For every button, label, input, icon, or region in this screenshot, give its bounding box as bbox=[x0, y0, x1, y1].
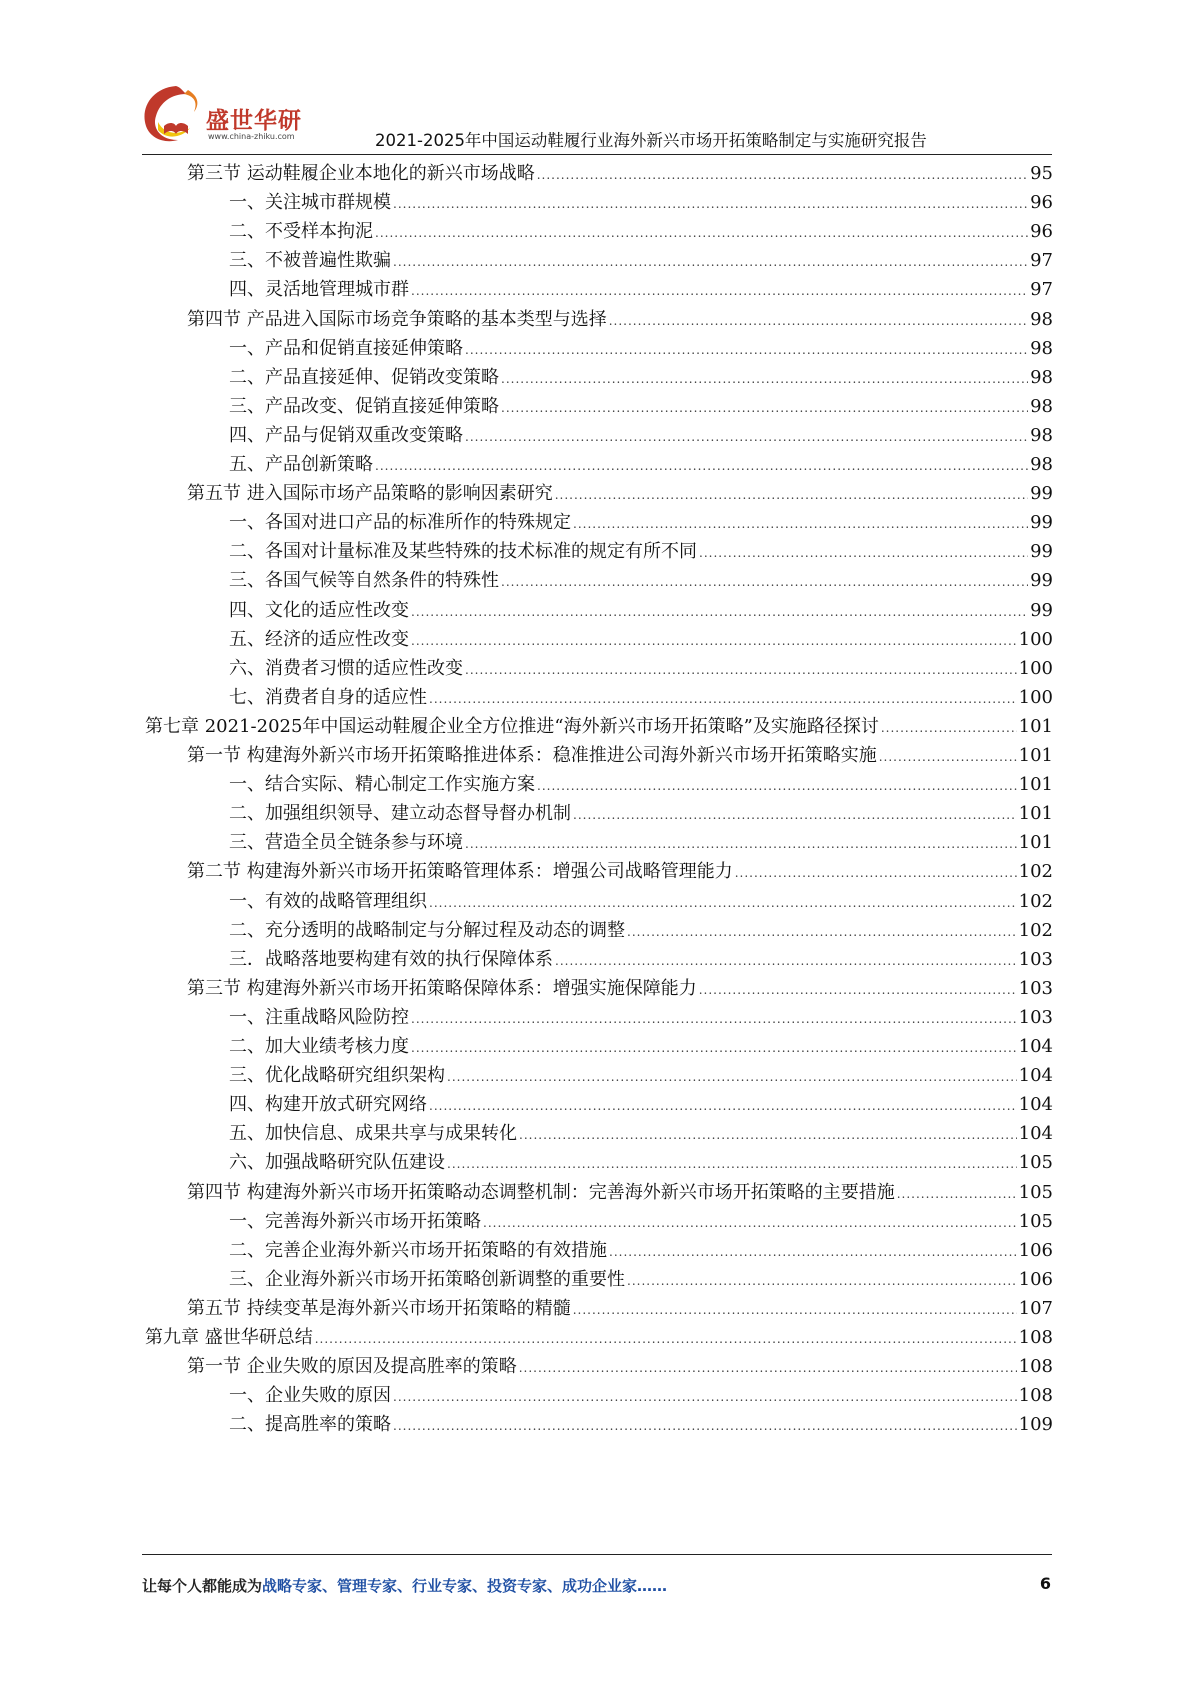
toc-entry-page: 106 bbox=[1018, 1239, 1053, 1261]
toc-entry-label: 五、经济的适应性改变 bbox=[229, 628, 409, 650]
toc-entry[interactable] bbox=[229, 507, 1053, 538]
toc-entry-label: 一、产品和促销直接延伸策略 bbox=[229, 337, 463, 359]
toc-entry-label: 一、各国对进口产品的标准所作的特殊规定 bbox=[229, 512, 571, 534]
toc-entry-page: 102 bbox=[1018, 919, 1053, 941]
toc-entry-page: 99 bbox=[1030, 541, 1053, 563]
toc-entry-page: 102 bbox=[1018, 861, 1053, 883]
toc-entry-label: 二、加大业绩考核力度 bbox=[229, 1036, 409, 1057]
toc-entry-label: 第一节 构建海外新兴市场开拓策略推进体系：稳准推进公司海外新兴市场开拓策略实施 bbox=[187, 745, 877, 766]
toc-entry-label: 第三节 运动鞋履企业本地化的新兴市场战略 bbox=[187, 163, 535, 184]
toc-entry-page: 104 bbox=[1018, 1094, 1053, 1116]
header-divider bbox=[142, 154, 1052, 155]
toc-entry[interactable] bbox=[229, 682, 1053, 713]
toc-entry-label: 二、产品直接延伸、促销改变策略 bbox=[229, 366, 499, 388]
toc-entry-page: 101 bbox=[1018, 774, 1053, 796]
logo-url: www.china-zhiku.com bbox=[208, 132, 295, 141]
toc-entry-page: 98 bbox=[1030, 424, 1053, 446]
toc-entry[interactable] bbox=[229, 1380, 1053, 1411]
toc-entry-label: 二、完善企业海外新兴市场开拓策略的有效措施 bbox=[229, 1239, 607, 1261]
toc-entry-page: 99 bbox=[1030, 599, 1053, 621]
toc-entry[interactable] bbox=[229, 274, 1053, 305]
toc-entry-label: 第七章 2021-2025年中国运动鞋履企业全方位推进“海外新兴市场开拓策略”及实施路径探讨 bbox=[145, 715, 879, 737]
toc-entry-label: 五、加快信息、成果共享与成果转化 bbox=[229, 1123, 517, 1145]
toc-entry-label: 一、注重战略风险防控 bbox=[229, 1006, 409, 1028]
toc-entry[interactable] bbox=[187, 1351, 1053, 1382]
toc-entry-page: 97 bbox=[1030, 250, 1053, 272]
toc-entry-label: 四、文化的适应性改变 bbox=[229, 599, 409, 621]
toc-entry-label: 七、消费者自身的适应性 bbox=[229, 686, 427, 708]
toc-entry[interactable] bbox=[229, 1206, 1053, 1237]
toc-entry-page: 105 bbox=[1018, 1210, 1053, 1232]
toc-entry-page: 100 bbox=[1018, 686, 1053, 708]
toc-entry-page: 99 bbox=[1030, 483, 1053, 505]
toc-entry-label: 三、营造全员全链条参与环境 bbox=[229, 832, 463, 854]
toc-entry-label: 第四节 构建海外新兴市场开拓策略动态调整机制：完善海外新兴市场开拓策略的主要措施 bbox=[187, 1181, 895, 1203]
toc-entry-page: 106 bbox=[1018, 1268, 1053, 1290]
toc-entry[interactable] bbox=[229, 420, 1053, 451]
toc-entry-label: 第一节 企业失败的原因及提高胜率的策略 bbox=[187, 1356, 517, 1378]
toc-entry-label: 四、灵活地管理城市群 bbox=[229, 279, 409, 301]
toc-entry-page: 104 bbox=[1018, 1036, 1053, 1057]
toc-entry-page: 98 bbox=[1030, 454, 1053, 475]
toc-entry[interactable] bbox=[229, 624, 1053, 655]
toc-entry-page: 99 bbox=[1030, 512, 1053, 534]
toc-entry-page: 101 bbox=[1018, 832, 1053, 854]
tagline-roles: 战略专家、管理专家、行业专家、投资专家、成功企业家…… bbox=[262, 1577, 668, 1595]
toc-entry-page: 95 bbox=[1030, 163, 1053, 184]
toc-entry-label: 二、各国对计量标准及某些特殊的技术标准的规定有所不同 bbox=[229, 541, 697, 563]
toc-entry[interactable] bbox=[229, 216, 1053, 247]
company-logo bbox=[138, 82, 308, 152]
toc-entry-page: 108 bbox=[1018, 1327, 1053, 1348]
toc-entry[interactable] bbox=[187, 973, 1053, 1004]
toc-entry-label: 一、结合实际、精心制定工作实施方案 bbox=[229, 774, 535, 796]
tagline-prefix: 让每个人都能成为 bbox=[142, 1577, 263, 1595]
toc-entry-label: 六、加强战略研究队伍建设 bbox=[229, 1152, 445, 1174]
toc-entry[interactable] bbox=[229, 362, 1053, 393]
footer-tagline bbox=[142, 1575, 667, 1596]
page-number: 6 bbox=[1039, 1574, 1051, 1593]
toc-entry-label: 五、产品创新策略 bbox=[229, 454, 373, 475]
toc-entry[interactable] bbox=[229, 827, 1053, 858]
toc-entry[interactable] bbox=[229, 449, 1053, 480]
toc-entry[interactable] bbox=[145, 711, 1053, 742]
toc-entry-label: 三、优化战略研究组织架构 bbox=[229, 1065, 445, 1087]
toc-entry-page: 99 bbox=[1030, 570, 1053, 592]
toc-entry-label: 二、加强组织领导、建立动态督导督办机制 bbox=[229, 803, 571, 825]
toc-entry-page: 105 bbox=[1018, 1152, 1053, 1174]
toc-entry[interactable] bbox=[187, 478, 1053, 509]
toc-entry[interactable] bbox=[229, 536, 1053, 567]
toc-entry-label: 六、消费者习惯的适应性改变 bbox=[229, 657, 463, 679]
toc-entry-label: 二、提高胜率的策略 bbox=[229, 1414, 391, 1436]
toc-entry-page: 98 bbox=[1030, 395, 1053, 417]
toc-entry-page: 104 bbox=[1018, 1065, 1053, 1087]
toc-entry[interactable] bbox=[229, 595, 1053, 626]
toc-entry-page: 103 bbox=[1018, 1006, 1053, 1028]
toc-entry-page: 107 bbox=[1018, 1297, 1053, 1319]
toc-entry-page: 98 bbox=[1030, 366, 1053, 388]
toc-entry[interactable] bbox=[229, 1264, 1053, 1295]
toc-entry[interactable] bbox=[229, 1089, 1053, 1120]
toc-entry-page: 103 bbox=[1018, 948, 1053, 970]
toc-entry-page: 104 bbox=[1018, 1123, 1053, 1145]
toc-entry-page: 105 bbox=[1018, 1181, 1053, 1203]
toc-entry[interactable] bbox=[187, 856, 1053, 887]
toc-entry[interactable] bbox=[229, 1002, 1053, 1033]
report-title: 2021-2025年中国运动鞋履行业海外新兴市场开拓策略制定与实施研究报告 bbox=[375, 131, 927, 150]
toc-entry-page: 98 bbox=[1030, 337, 1053, 359]
toc-entry-label: 三、企业海外新兴市场开拓策略创新调整的重要性 bbox=[229, 1268, 625, 1290]
toc-entry-page: 100 bbox=[1018, 628, 1053, 650]
toc-entry-label: 第五节 进入国际市场产品策略的影响因素研究 bbox=[187, 483, 553, 505]
toc-entry-label: 一、完善海外新兴市场开拓策略 bbox=[229, 1210, 481, 1232]
toc-entry-label: 第四节 产品进入国际市场竞争策略的基本类型与选择 bbox=[187, 308, 607, 330]
toc-entry-page: 96 bbox=[1030, 221, 1053, 243]
toc-entry-label: 二、不受样本拘泥 bbox=[229, 221, 373, 243]
toc-entry-label: 第五节 持续变革是海外新兴市场开拓策略的精髓 bbox=[187, 1297, 571, 1319]
toc-entry[interactable] bbox=[229, 769, 1053, 800]
toc-entry-label: 三、各国气候等自然条件的特殊性 bbox=[229, 570, 499, 592]
toc-entry-page: 101 bbox=[1018, 745, 1053, 766]
toc-entry-page: 101 bbox=[1018, 715, 1053, 737]
toc-entry[interactable] bbox=[229, 1147, 1053, 1178]
toc-entry-label: 三．战略落地要构建有效的执行保障体系 bbox=[229, 948, 553, 970]
toc-entry-page: 108 bbox=[1018, 1356, 1053, 1378]
toc-dot-leader bbox=[393, 1411, 1017, 1442]
toc-entry-label: 第三节 构建海外新兴市场开拓策略保障体系：增强实施保障能力 bbox=[187, 977, 697, 999]
logo-name: 盛世华研 bbox=[206, 108, 302, 134]
toc-entry[interactable] bbox=[229, 187, 1053, 218]
toc-entry-page: 103 bbox=[1018, 977, 1053, 999]
toc-entry[interactable] bbox=[229, 653, 1053, 684]
toc-entry-page: 109 bbox=[1018, 1414, 1053, 1436]
toc-entry[interactable] bbox=[229, 1235, 1053, 1266]
toc-entry-label: 三、不被普遍性欺骗 bbox=[229, 250, 391, 272]
toc-entry[interactable] bbox=[229, 245, 1053, 276]
toc-entry-label: 四、构建开放式研究网络 bbox=[229, 1094, 427, 1116]
toc-entry-label: 第二节 构建海外新兴市场开拓策略管理体系：增强公司战略管理能力 bbox=[187, 861, 733, 883]
toc-entry[interactable] bbox=[229, 1060, 1053, 1091]
toc-entry[interactable] bbox=[229, 915, 1053, 946]
toc-entry[interactable] bbox=[229, 565, 1053, 596]
toc-entry-page: 98 bbox=[1030, 308, 1053, 330]
toc-entry-label: 一、关注城市群规模 bbox=[229, 192, 391, 214]
toc-entry-page: 101 bbox=[1018, 803, 1053, 825]
toc-entry[interactable] bbox=[187, 740, 1053, 771]
toc-entry[interactable] bbox=[229, 944, 1053, 975]
footer-divider bbox=[142, 1554, 1052, 1555]
toc-entry[interactable] bbox=[187, 158, 1053, 189]
toc-entry-page: 96 bbox=[1030, 192, 1053, 214]
toc-entry-label: 二、充分透明的战略制定与分解过程及动态的调整 bbox=[229, 919, 625, 941]
toc-entry[interactable] bbox=[187, 304, 1053, 335]
toc-entry[interactable] bbox=[145, 1322, 1053, 1353]
toc-entry[interactable] bbox=[229, 391, 1053, 422]
logo-swoosh-icon bbox=[138, 82, 208, 152]
toc-entry[interactable] bbox=[229, 798, 1053, 829]
toc-entry-label: 四、产品与促销双重改变策略 bbox=[229, 424, 463, 446]
toc-entry-label: 一、企业失败的原因 bbox=[229, 1385, 391, 1407]
toc-entry-page: 100 bbox=[1018, 657, 1053, 679]
toc-entry[interactable] bbox=[187, 1293, 1053, 1324]
toc-entry[interactable] bbox=[229, 1409, 1053, 1440]
toc-entry-label: 第九章 盛世华研总结 bbox=[145, 1327, 313, 1348]
toc-entry-page: 108 bbox=[1018, 1385, 1053, 1407]
toc-entry-label: 一、有效的战略管理组织 bbox=[229, 890, 427, 912]
toc-entry-page: 102 bbox=[1018, 890, 1053, 912]
toc-entry[interactable] bbox=[229, 1118, 1053, 1149]
toc-entry[interactable] bbox=[229, 886, 1053, 917]
toc-entry-page: 97 bbox=[1030, 279, 1053, 301]
toc-entry-label: 三、产品改变、促销直接延伸策略 bbox=[229, 395, 499, 417]
toc-entry[interactable] bbox=[187, 1177, 1053, 1208]
toc-entry[interactable] bbox=[229, 1031, 1053, 1062]
page-header bbox=[0, 0, 1191, 160]
toc-entry[interactable] bbox=[229, 333, 1053, 364]
